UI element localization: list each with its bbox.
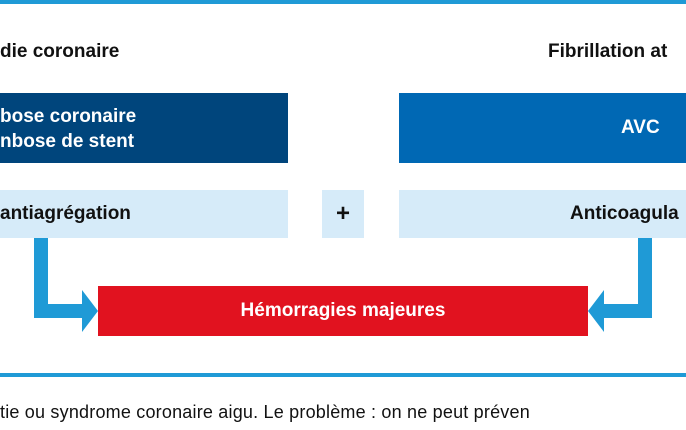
box-antiaggregation — [0, 190, 288, 238]
box-stroke — [399, 93, 686, 163]
right-elbow-arrow — [588, 238, 652, 332]
box-coronary-thrombosis-line2: nbose de stent — [0, 131, 135, 152]
top-divider — [0, 0, 686, 4]
box-antiaggregation-label: antiagrégation — [0, 203, 131, 224]
box-anticoagulation-label: Anticoagula — [570, 203, 679, 224]
bottom-divider — [0, 373, 686, 377]
box-coronary-thrombosis-line1: bose coronaire — [0, 106, 137, 127]
box-major-bleeding — [98, 286, 588, 336]
box-plus — [322, 190, 364, 238]
box-coronary-thrombosis — [0, 93, 288, 163]
left-elbow-arrow — [34, 238, 98, 332]
heading-coronary-disease: die coronaire — [0, 41, 120, 62]
box-anticoagulation — [399, 190, 686, 238]
plus-sign: + — [335, 200, 350, 227]
caption-text: tie ou syndrome coronaire aigu. Le problème : on ne peut préven — [0, 402, 530, 422]
box-stroke-label: AVC — [621, 117, 660, 138]
box-major-bleeding-label: Hémorragies majeures — [240, 300, 446, 321]
heading-atrial-fibrillation: Fibrillation at — [548, 41, 668, 62]
